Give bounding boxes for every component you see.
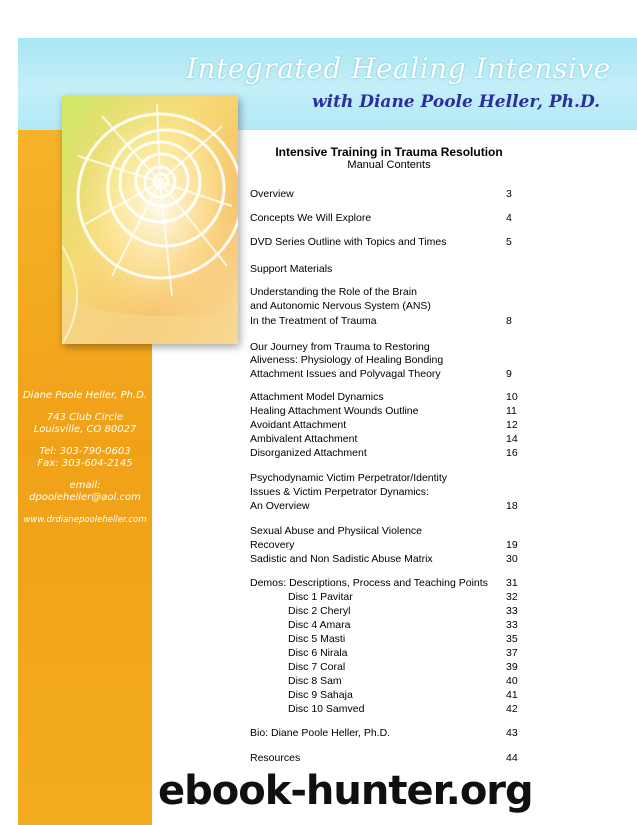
toc-entry-title: Attachment Model Dynamics <box>250 391 384 403</box>
toc-entry <box>250 188 526 202</box>
toc-entry <box>288 619 526 633</box>
toc-entry-title: Sadistic and Non Sadistic Abuse Matrix <box>250 553 433 565</box>
toc-entry <box>288 661 526 675</box>
toc-entry <box>250 300 526 314</box>
toc-entry-page: 10 <box>506 391 518 403</box>
toc-entry-title: Disc 4 Amara <box>288 619 351 631</box>
toc-entry-title: Disc 6 Nirala <box>288 647 348 659</box>
toc-entry-title: Understanding the Role of the Brain <box>250 286 417 298</box>
toc-entry-page: 8 <box>506 315 512 327</box>
toc-entry-title: Disc 5 Masti <box>288 633 346 645</box>
contact-street: 743 Club Circle <box>46 412 124 423</box>
toc-entry-page: 42 <box>506 703 518 715</box>
toc-entry-page: 14 <box>506 433 518 445</box>
toc-entry-page: 12 <box>506 419 518 431</box>
toc-entry <box>250 391 526 405</box>
toc-entry-page: 35 <box>506 633 518 645</box>
toc-entry <box>250 447 526 461</box>
nautilus-shell-image <box>62 96 238 344</box>
toc-entry <box>288 703 526 717</box>
toc-entry-page: 39 <box>506 661 518 673</box>
contact-fax: Fax: 303-604-2145 <box>37 458 133 469</box>
toc-entry-title: Our Journey from Trauma to Restoring <box>250 341 430 353</box>
toc-entry <box>250 433 526 447</box>
toc-entry-page: 9 <box>506 368 512 380</box>
page-title: Integrated Healing Intensive <box>186 52 611 85</box>
toc-subheading: Manual Contents <box>347 159 431 171</box>
toc-entry-title: Overview <box>250 188 294 200</box>
contact-website-link[interactable]: www.drdianepooleheller.com <box>23 515 147 525</box>
toc-entry <box>250 315 526 329</box>
toc-entry-title: Disc 7 Coral <box>288 661 346 673</box>
toc-entry-title: and Autonomic Nervous System (ANS) <box>250 300 431 312</box>
toc-entry <box>250 553 526 567</box>
toc-entry <box>250 341 526 355</box>
toc-entry <box>288 605 526 619</box>
toc-entry-title: Avoidant Attachment <box>250 419 347 431</box>
toc-entry <box>250 525 526 539</box>
toc-entry-page: 31 <box>506 577 518 589</box>
toc-entry-title: Sexual Abuse and Physiical Violence <box>250 525 423 537</box>
toc-entry <box>250 212 526 226</box>
toc-entry <box>250 405 526 419</box>
toc-entry <box>288 591 526 605</box>
toc-entry-page: 16 <box>506 447 518 459</box>
toc-entry-page: 4 <box>506 212 512 224</box>
toc-entry <box>288 647 526 661</box>
toc-entry-title: Support Materials <box>250 263 333 275</box>
contact-city: Louisville, CO 80027 <box>33 424 137 435</box>
toc-entry-title: DVD Series Outline with Topics and Times <box>250 236 447 248</box>
toc-entry-page: 33 <box>506 619 518 631</box>
toc-entry-page: 11 <box>506 405 517 417</box>
toc-entry-title: Psychodynamic Victim Perpetrator/Identity <box>250 472 448 484</box>
toc-entry-page: 18 <box>506 500 518 512</box>
watermark-text: ebook-hunter.org <box>158 768 533 814</box>
toc-entry <box>250 286 526 300</box>
toc-entry <box>250 368 526 382</box>
toc-entry <box>250 472 526 486</box>
toc-entry <box>250 727 526 741</box>
toc-entry-title: Disc 8 Sam <box>288 675 342 687</box>
toc-entry-page: 32 <box>506 591 518 603</box>
toc-entry-title: Recovery <box>250 539 295 551</box>
toc-entry-title: Concepts We Will Explore <box>250 212 372 224</box>
contact-email-link[interactable]: dpooleheller@aol.com <box>29 492 141 503</box>
page-subtitle: with Diane Poole Heller, Ph.D. <box>312 92 601 112</box>
toc-entry <box>250 486 526 500</box>
toc-entry <box>250 236 526 250</box>
contact-info <box>18 390 152 526</box>
toc-entry-title: Demos: Descriptions, Process and Teaching Points <box>250 577 488 589</box>
toc-entry-page: 3 <box>506 188 512 200</box>
contact-tel: Tel: 303-790-0603 <box>39 446 131 457</box>
toc-entry-title: Aliveness: Physiology of Healing Bonding <box>250 354 444 366</box>
contact-email-label: email: <box>69 480 101 491</box>
toc-entry-title: In the Treatment of Trauma <box>250 315 377 327</box>
toc-entry-page: 19 <box>506 539 518 551</box>
toc-entry-page: 43 <box>506 727 518 739</box>
toc-entry <box>250 354 526 368</box>
toc-entry-page: 37 <box>506 647 518 659</box>
toc-entry-page: 41 <box>506 689 518 701</box>
toc-entry-title: Disc 1 Pavitar <box>288 591 353 603</box>
toc-entry <box>250 419 526 433</box>
toc-entry-title: Healing Attachment Wounds Outline <box>250 405 419 417</box>
toc-entry-page: 33 <box>506 605 518 617</box>
toc-entry-title: Issues & Victim Perpetrator Dynamics: <box>250 486 429 498</box>
toc-entry <box>288 675 526 689</box>
toc-entry-title: Disc 9 Sahaja <box>288 689 353 701</box>
toc-entry <box>250 263 526 277</box>
toc-entry-title: Disc 10 Samved <box>288 703 365 715</box>
contact-name: Diane Poole Heller, Ph.D. <box>22 390 147 401</box>
toc-entry <box>250 577 526 591</box>
toc-entry-title: Disc 2 Cheryl <box>288 605 351 617</box>
toc-entry <box>250 752 526 766</box>
toc-entry-title: Attachment Issues and Polyvagal Theory <box>250 368 441 380</box>
toc-entry <box>250 500 526 514</box>
toc-entry <box>288 689 526 703</box>
toc-entry-title: Disorganized Attachment <box>250 447 367 459</box>
toc-entry <box>250 539 526 553</box>
toc-entry-title: Resources <box>250 752 301 764</box>
toc-entry-page: 40 <box>506 675 518 687</box>
toc-heading: Intensive Training in Trauma Resolution <box>275 145 503 159</box>
toc-entry-title: An Overview <box>250 500 310 512</box>
toc-entry-page: 30 <box>506 553 518 565</box>
toc-entry-page: 5 <box>506 236 512 248</box>
toc-entry-title: Ambivalent Attachment <box>250 433 358 445</box>
toc-entry-page: 44 <box>506 752 518 764</box>
toc-entry <box>288 633 526 647</box>
toc-entry-title: Bio: Diane Poole Heller, Ph.D. <box>250 727 391 739</box>
